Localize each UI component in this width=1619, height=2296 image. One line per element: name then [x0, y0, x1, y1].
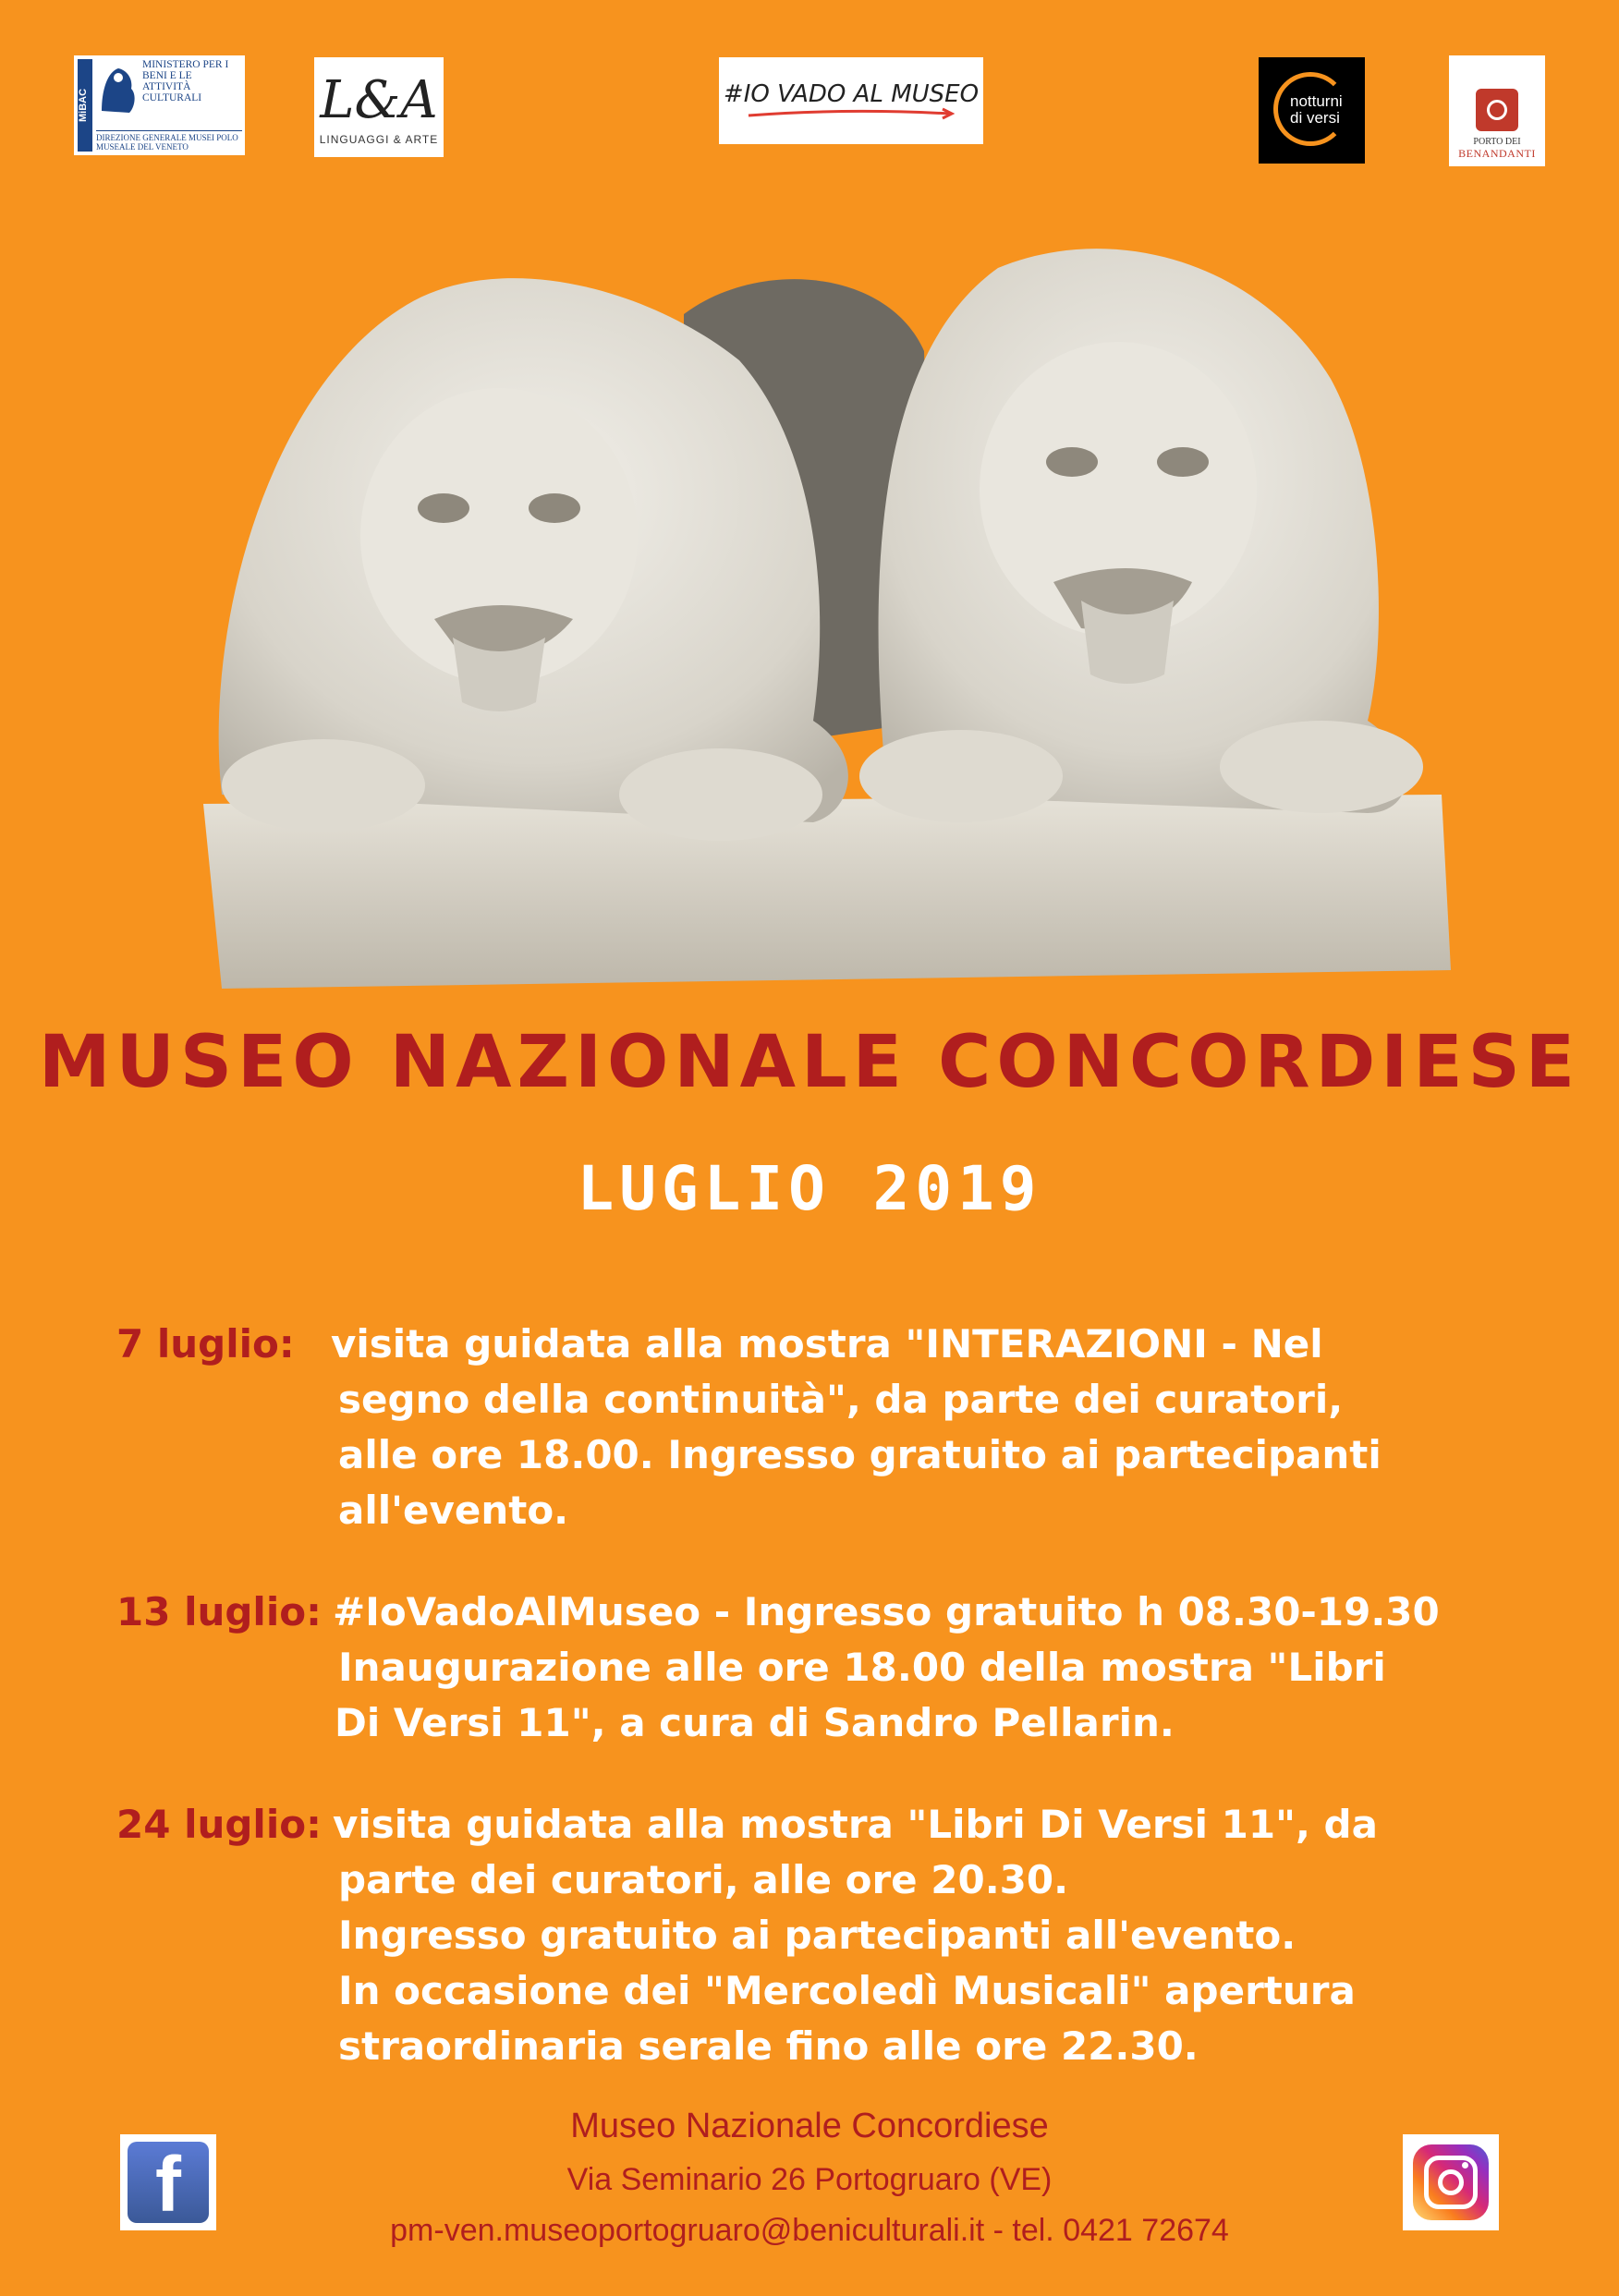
- notturni-line1: notturni: [1290, 92, 1343, 110]
- event-line: parte dei curatori, alle ore 20.30.: [338, 1857, 1069, 1902]
- event-line: all'evento.: [338, 1488, 569, 1533]
- event-line: segno della continuità", da parte dei curatori,: [338, 1377, 1344, 1422]
- event-line: Di Versi 11", a cura di Sandro Pellarin.: [335, 1700, 1175, 1745]
- facebook-glyph: f: [128, 2142, 209, 2223]
- la-caption: LINGUAGGI & ARTE: [319, 133, 439, 146]
- porto-line1: PORTO DEI: [1473, 137, 1521, 147]
- event-line: Ingresso gratuito ai partecipanti all'evento.: [338, 1913, 1296, 1958]
- event-line: straordinaria serale fino alle ore 22.30.: [338, 2023, 1199, 2069]
- mibac-emblem-icon: [96, 63, 139, 116]
- event-line: In occasione dei "Mercoledì Musicali" apertura: [338, 1968, 1356, 2013]
- event-line: #IoVadoAlMuseo - Ingresso gratuito h 08.30-19.30: [333, 1589, 1440, 1634]
- iovado-text: #IO VADO AL MUSEO: [723, 80, 980, 108]
- mibac-text: MINISTERO PER I BENI E LE ATTIVITÀ CULTURALI: [142, 59, 229, 103]
- event-line: Inaugurazione alle ore 18.00 della mostra "Libri: [338, 1645, 1386, 1690]
- porto-emblem-icon: [1476, 89, 1518, 131]
- event-line: visita guidata alla mostra "Libri Di Versi 11", da: [333, 1802, 1378, 1847]
- footer-contact[interactable]: pm-ven.museoportogruaro@beniculturali.it - tel. 0421 72674: [390, 2213, 1229, 2248]
- mibac-subtext: DIREZIONE GENERALE MUSEI POLO MUSEALE DEL VENETO: [96, 130, 242, 152]
- notturni-line2: di versi: [1290, 109, 1340, 127]
- arrow-underline-icon: [745, 106, 957, 121]
- event-date: 13 luglio:: [116, 1589, 322, 1634]
- event-line: alle ore 18.00. Ingresso gratuito ai partecipanti: [338, 1432, 1382, 1477]
- footer-museum-name: Museo Nazionale Concordiese: [570, 2107, 1049, 2145]
- mibac-logo: [74, 55, 245, 155]
- notturni-di-versi-logo: [1259, 57, 1365, 164]
- event-line: visita guidata alla mostra "INTERAZIONI - Nel: [331, 1321, 1323, 1367]
- la-mark: L&A: [320, 70, 438, 130]
- event-date: 7 luglio:: [116, 1321, 295, 1367]
- mibac-side-label: MiBAC: [78, 59, 92, 152]
- museum-title: MUSEO NAZIONALE CONCORDIESE: [38, 1021, 1581, 1104]
- linguaggi-arte-logo: [314, 57, 444, 157]
- month-subtitle: LUGLIO 2019: [577, 1153, 1042, 1224]
- porto-benandanti-logo: [1449, 55, 1545, 166]
- porto-line2: BENANDANTI: [1458, 147, 1536, 160]
- footer-address: Via Seminario 26 Portogruaro (VE): [566, 2162, 1053, 2197]
- iovadoalmuseo-logo: [719, 57, 983, 144]
- event-date: 24 luglio:: [116, 1802, 322, 1847]
- lions-sculpture-image: [166, 203, 1460, 1007]
